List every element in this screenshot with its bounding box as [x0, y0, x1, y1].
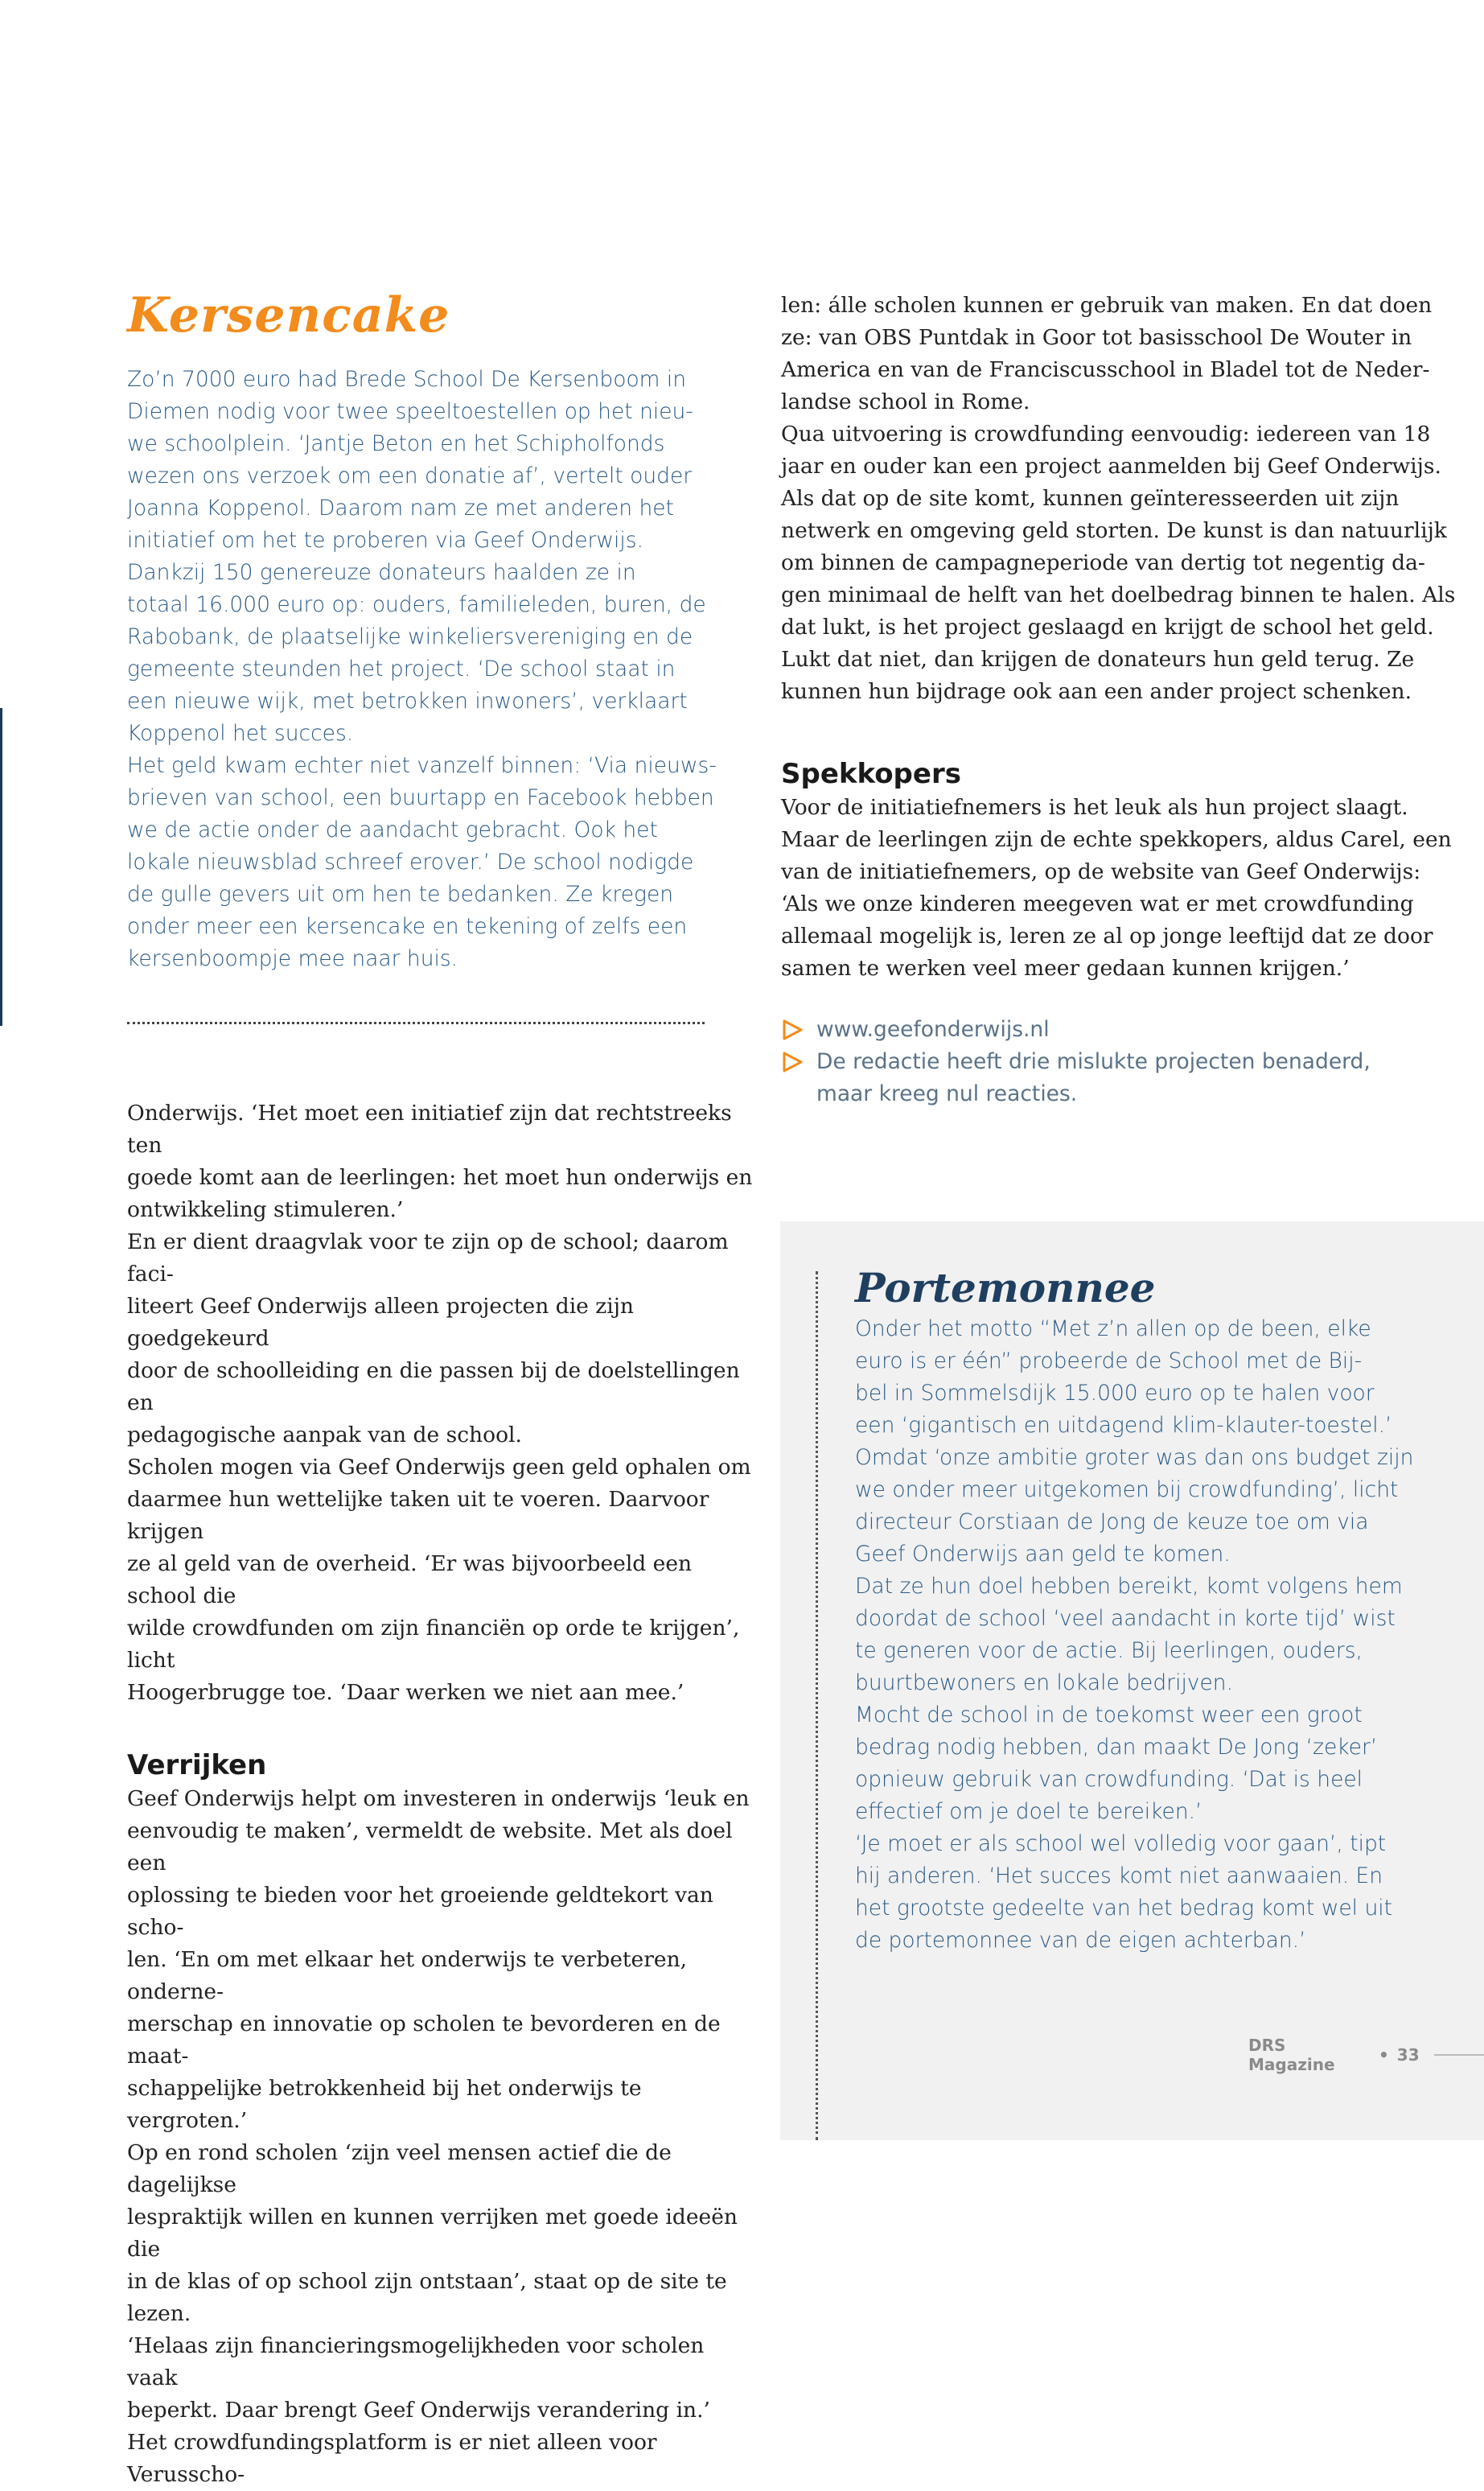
text-line: landse school in Rome.: [781, 389, 1030, 414]
text-line: we onder meer uitgekomen bij crowdfunding’, licht: [855, 1477, 1399, 1502]
text-line: kunnen hun bijdrage ook aan een ander project schenken.: [781, 679, 1412, 704]
verrijken-heading: Verrijken: [127, 1749, 267, 1781]
text-line: oplossing te bieden voor het groeiende geldtekort van scho-: [127, 1883, 713, 1940]
text-line: Geef Onderwijs helpt om investeren in onderwijs ‘leuk en: [127, 1786, 750, 1811]
text-line: beperkt. Daar brengt Geef Onderwijs verandering in.’: [127, 2398, 710, 2423]
text-line: Mocht de school in de toekomst weer een groot: [855, 1703, 1363, 1727]
text-line: bel in Sommelsdijk 15.000 euro op te halen voor: [855, 1381, 1375, 1406]
text-line: Het geld kwam echter niet vanzelf binnen: ‘Via nieuws-: [127, 753, 717, 778]
text-line: lokale nieuwsblad schreef erover.’ De school nodigde: [127, 850, 694, 875]
text-line: Joanna Koppenol. Daarom nam ze met anderen het: [127, 496, 674, 521]
left-main-body: [127, 1097, 754, 1709]
box-dotted-rule: [816, 1271, 818, 2140]
text-line: gemeente steunden het project. ‘De school staat in: [127, 657, 676, 681]
text-line: Koppenol het succes.: [127, 721, 354, 746]
magazine-name: DRS Magazine: [1248, 2036, 1335, 2074]
text-line: Lukt dat niet, dan krijgen de donateurs hun geld terug. Ze: [781, 647, 1415, 672]
text-line: allemaal mogelijk is, leren ze al op jonge leeftijd dat ze door: [781, 924, 1433, 949]
text-line: doordat de school ‘veel aandacht in korte tijd’ wist: [855, 1606, 1396, 1631]
kersencake-body: [127, 364, 738, 975]
text-line: ‘Helaas zijn financieringsmogelijkheden voor scholen vaak: [127, 2333, 705, 2390]
link-list: [781, 1014, 1457, 1110]
link-item-website[interactable]: [781, 1014, 1457, 1046]
text-line: initiatief om het te proberen via Geef Onderwijs.: [127, 528, 644, 553]
text-line: Scholen mogen via Geef Onderwijs geen geld ophalen om: [127, 1455, 751, 1480]
text-line: om binnen de campagneperiode van dertig tot negentig da-: [781, 550, 1425, 575]
text-line: Maar de leerlingen zijn de echte spekkopers, aldus Carel, een: [781, 827, 1452, 852]
text-line: eenvoudig te maken’, vermeldt de website. Met als doel een: [127, 1818, 733, 1875]
text-line: liteert Geef Onderwijs alleen projecten die zijn goedgekeurd: [127, 1294, 634, 1351]
text-line: buurtbewoners en lokale bedrijven.: [855, 1670, 1234, 1695]
footer-rule: [1434, 2054, 1484, 2056]
text-line: bedrag nodig hebben, dan maakt De Jong ‘zeker’: [855, 1735, 1378, 1760]
text-line: dat lukt, is het project geslaagd en krijgt de school het geld.: [781, 615, 1434, 640]
text-line: een ‘gigantisch en uitdagend klim-klauter-toestel.’: [855, 1413, 1392, 1438]
kersencake-title: Kersencake: [127, 287, 450, 344]
text-line: ze al geld van de overheid. ‘Er was bijvoorbeeld een school die: [127, 1551, 693, 1608]
text-line: len: álle scholen kunnen er gebruik van maken. En dat doen: [781, 293, 1433, 318]
text-line: netwerk en omgeving geld storten. De kunst is dan natuurlijk: [781, 518, 1447, 543]
text-line: Dankzij 150 genereuze donateurs haalden ze in: [127, 560, 636, 585]
text-line: Voor de initiatiefnemers is het leuk als hun project slaagt.: [781, 795, 1408, 820]
text-line: lespraktijk willen en kunnen verrijken met goede ideeën die: [127, 2205, 738, 2262]
text-line: schappelijke betrokkenheid bij het onderwijs te vergroten.’: [127, 2076, 642, 2133]
text-line: we de actie onder de aandacht gebracht. Ook het: [127, 817, 658, 842]
page-footer: [1248, 2036, 1484, 2074]
kersencake-section: [127, 286, 738, 975]
text-line: Zo’n 7000 euro had Brede School De Kersenboom in: [127, 367, 687, 392]
text-line: hij anderen. ‘Het succes komt niet aanwaaien. En: [855, 1863, 1383, 1888]
text-line: gen minimaal de helft van het doelbedrag binnen te halen. Als: [781, 583, 1456, 607]
text-line: Qua uitvoering is crowdfunding eenvoudig: iedereen van 18: [781, 422, 1431, 447]
text-line: Rabobank, de plaatselijke winkeliersvereniging en de: [127, 624, 693, 649]
text-line: te generen voor de actie. Bij leerlingen, ouders,: [855, 1638, 1363, 1663]
text-line: Het crowdfundingsplatform is er niet alleen voor Verusscho-: [127, 2430, 657, 2487]
text-line: in de klas of op school zijn ontstaan’, staat op de site te lezen.: [127, 2269, 727, 2326]
text-line: Onder het motto “Met z’n allen op de been, elke: [855, 1316, 1371, 1341]
text-line: ‘Je moet er als school wel volledig voor gaan’, tipt: [855, 1831, 1387, 1856]
link-item-note: [781, 1046, 1457, 1110]
text-line: het grootste gedeelte van het bedrag komt wel uit: [855, 1896, 1392, 1921]
portemonnee-content: [855, 1263, 1466, 1957]
text-line: goede komt aan de leerlingen: het moet hun onderwijs en: [127, 1165, 753, 1190]
text-line: euro is er één” probeerde de School met de Bij-: [855, 1348, 1363, 1373]
edge-rule: [0, 708, 2, 1026]
text-line: wezen ons verzoek om een donatie af’, vertelt ouder: [127, 463, 693, 488]
portemonnee-title: Portemonnee: [855, 1264, 1156, 1311]
text-line: een nieuwe wijk, met betrokken inwoners’, verklaart: [127, 689, 688, 714]
text-line: kersenboompje mee naar huis.: [127, 946, 458, 971]
left-main-article: [127, 1097, 754, 2491]
text-line: directeur Corstiaan de Jong de keuze toe om via: [855, 1509, 1369, 1534]
text-line: we schoolplein. ‘Jantje Beton en het Schipholfonds: [127, 431, 665, 456]
text-line: totaal 16.000 euro op: ouders, familieleden, buren, de: [127, 592, 706, 617]
right-body: [781, 290, 1457, 708]
text-line: wilde crowdfunden om zijn financiën op orde te krijgen’, licht: [127, 1616, 740, 1673]
text-line: ze: van OBS Puntdak in Goor tot basisschool De Wouter in: [781, 325, 1412, 350]
text-line: de portemonnee van de eigen achterban.’: [855, 1928, 1306, 1953]
text-line: len. ‘En om met elkaar het onderwijs te verbeteren, onderne-: [127, 1947, 688, 2004]
text-line: ontwikkeling stimuleren.’: [127, 1197, 404, 1222]
text-line: samen te werken veel meer gedaan kunnen krijgen.’: [781, 956, 1350, 981]
triangle-bullet-icon: [781, 1014, 807, 1046]
text-line: Geef Onderwijs aan geld te komen.: [855, 1542, 1231, 1567]
website-link[interactable]: [816, 1014, 1050, 1046]
text-line: Onderwijs. ‘Het moet een initiatief zijn dat rechtstreeks ten: [127, 1101, 732, 1158]
spekkopers-body: [781, 792, 1457, 985]
triangle-bullet-icon: [781, 1046, 807, 1078]
text-line: maar kreeg nul reacties.: [816, 1081, 1078, 1106]
text-line: brieven van school, een buurtapp en Facebook hebben: [127, 785, 714, 810]
text-line: America en van de Franciscusschool in Bladel tot de Neder-: [781, 357, 1430, 382]
text-line: door de schoolleiding en die passen bij de doelstellingen en: [127, 1358, 740, 1415]
text-line: opnieuw gebruik van crowdfunding. ‘Dat is heel: [855, 1767, 1363, 1792]
page-number: 33: [1396, 2045, 1420, 2065]
text-line: effectief om je doel te bereiken.’: [855, 1799, 1202, 1824]
text-line: De redactie heeft drie mislukte projecten benaderd,: [816, 1049, 1371, 1074]
text-line: Als dat op de site komt, kunnen geïnteresseerden uit zijn: [781, 486, 1400, 511]
text-line: pedagogische aanpak van de school.: [127, 1423, 522, 1447]
text-line: merschap en innovatie op scholen te bevorderen en de maat-: [127, 2011, 721, 2069]
text-line: ‘Als we onze kinderen meegeven wat er met crowdfunding: [781, 891, 1414, 916]
text-line: van de initiatiefnemers, op de website van Geef Onderwijs:: [781, 859, 1421, 884]
portemonnee-body: [855, 1313, 1466, 1957]
text-line: de gulle gevers uit om hen te bedanken. Ze kregen: [127, 882, 674, 907]
portemonnee-box: [780, 1221, 1484, 2140]
text-line: Dat ze hun doel hebben bereikt, komt volgens hem: [855, 1574, 1403, 1599]
right-article: [781, 290, 1457, 1110]
text-line: Hoogerbrugge toe. ‘Daar werken we niet aan mee.’: [127, 1680, 684, 1705]
editorial-note: [816, 1046, 1371, 1110]
text-line: Omdat ‘onze ambitie groter was dan ons budget zijn: [855, 1445, 1414, 1470]
text-line: www.geefonderwijs.nl: [816, 1017, 1050, 1042]
text-line: Diemen nodig voor twee speeltoestellen op het nieu-: [127, 399, 693, 424]
verrijken-body: [127, 1783, 754, 2491]
text-line: daarmee hun wettelijke taken uit te voeren. Daarvoor krijgen: [127, 1487, 709, 1544]
spekkopers-heading: Spekkopers: [781, 758, 961, 790]
text-line: En er dient draagvlak voor te zijn op de school; daarom faci-: [127, 1229, 729, 1287]
text-line: Op en rond scholen ‘zijn veel mensen actief die de dagelijkse: [127, 2140, 672, 2197]
footer-separator: •: [1379, 2045, 1389, 2065]
text-line: jaar en ouder kan een project aanmelden bij Geef Onderwijs.: [781, 454, 1441, 479]
text-line: onder meer een kersencake en tekening of zelfs een: [127, 914, 688, 939]
section-divider: [127, 1022, 705, 1024]
